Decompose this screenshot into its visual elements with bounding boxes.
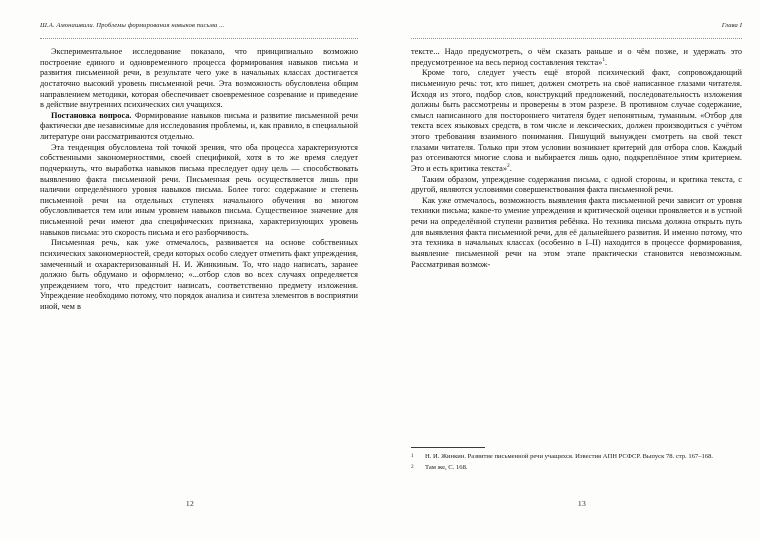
paragraph-text: Кроме того, следует учесть ещё второй психический факт, сопровождающий письменную речь: тот, кто пишет, должен смотреть на своё написанное глазами читателя. Исходя из этого, подбор слов, конструкций предложений, последовательность изложения должны быть рассмотрены и проверены в этом разрезе. В противном случае содержание, смысл написанного для постороннего читателя будет непонятным, туманным. «Отбор для текста всех языковых средств, в том числе и лексических, должен производиться с учётом этого требования взаимного понимания. Пишущий вынужден смотреть на свой текст глазами читателя. Только при этом условии возникнет критерий для отбора слов. Каждый раз отсеиваются многие слова и выбирается лишь одно, подкреплённое этим критерием. Это и есть критика текста» bbox=[411, 68, 742, 173]
footnote-text: Там же, С. 168. bbox=[425, 463, 468, 471]
header-dotted-rule bbox=[40, 38, 358, 39]
paragraph bbox=[40, 238, 358, 312]
paragraph bbox=[411, 68, 742, 174]
running-head-verso: Ш.А. Амонашвили. Проблемы формирования навыков письма ... bbox=[40, 22, 225, 29]
paragraph-lead-in: Постановка вопроса. bbox=[51, 110, 132, 120]
footnote-ref[interactable]: 2 bbox=[507, 163, 510, 170]
footnotes-block bbox=[411, 447, 742, 474]
header-dotted-rule bbox=[411, 38, 742, 39]
paragraph-text: Формирование навыков письма и развитие письменной речи фактически две независимые для исследования проблемы, и, как правило, в специальной литературе они рассматриваются отдельно. bbox=[40, 110, 358, 141]
paragraph bbox=[40, 47, 358, 111]
page-number-verso: 12 bbox=[185, 499, 195, 508]
paragraph-text: Эта тенденция обусловлена той точкой зрения, что оба процесса характеризуются собственными закономерностями, своей спецификой, хотя в то же время следует подчеркнуть, что выработка навыков письма преследует одну цель — способствовать выявлению факта письменной речи. Письменная речь осуществляется лишь при наличии определённого уровня навыков письма. Более того: содержание и степень письменной речи на отдельных ступенях начального обучения во многом обусловливается тем или иным уровнем навыков письма. Существенное значение для письменной речи имеют два специфических признака, характеризующих уровень навыков письма: это скорость письма и его разборчивость. bbox=[40, 142, 358, 237]
footnote-ref[interactable]: 1 bbox=[602, 56, 606, 63]
paragraph bbox=[411, 47, 742, 68]
paragraph-text: Таким образом, упреждение содержания письма, с одной стороны, и критика текста, с другой, являются условиями совершенствования факта письменной речи. bbox=[411, 174, 742, 195]
footnote-marker: 2 bbox=[411, 463, 414, 470]
text-column-recto bbox=[411, 47, 742, 270]
footnote-text: Н. И. Жинкин. Развитие письменной речи учащихся. Известия АПН РСФСР. Выпуск 78. стр. 167–168. bbox=[425, 453, 714, 460]
footnote-item bbox=[411, 453, 742, 462]
footnote-item bbox=[411, 464, 742, 473]
paragraph-text: Экспериментальное исследование показало, что принципиально возможно построение единого и одновременного процесса формирования навыков письма и развития письменной речи, в результате чего уже в начальных классах достигается достаточно высокий уровень письменной речи. Эта возможность обусловлена общим направлением методики, которая обеспечивает своевременное созревание и приведение в действие внутренних психических сил учащихся. bbox=[40, 47, 358, 110]
text-column-verso bbox=[40, 47, 358, 313]
paragraph-tail: . bbox=[605, 57, 608, 67]
paragraph bbox=[411, 175, 742, 196]
paragraph-text: Как уже отмечалось, возможность выявления факта письменной речи зависит от уровня техники письма; какое-то умение упреждения и критической оценки проявляется и в устной речи на определённой ступени развития ребёнка. Но техника письма должна открыть путь для выявления факта письменной речи, для её дальнейшего развития. И именно потому, что эта техника в начальных классах (особенно в I–II) находится в процессе формирования, выявление письменной речи на этом этапе практически становится невозможным. Рассматривая возмож- bbox=[411, 195, 742, 269]
footnote-separator-rule bbox=[411, 447, 485, 448]
page-number-recto: 13 bbox=[577, 499, 587, 508]
footnote-marker: 1 bbox=[411, 453, 414, 459]
paragraph-tail: . bbox=[509, 163, 512, 173]
paragraph bbox=[40, 143, 358, 239]
paragraph bbox=[411, 196, 742, 270]
paragraph-text: тексте... Надо предусмотреть, о чём сказать раньше и о чём позже, и удержать это предусмотренное на весь период составления текста» bbox=[411, 47, 742, 67]
paragraph bbox=[40, 111, 358, 143]
paragraph-text: Письменная речь, как уже отмечалось, развивается на основе собственных психических закономерностей, среди которых особо следует отметить факт упреждения, замеченный и охарактеризованный Н. И. Жинкиным. То, что надо написать, заранее должно быть обдумано и оформлено; «...отбор слов во всех случаях определяется упреждением того, что предстоит написать, соответственно предмету изложения. Упреждение необходимо потому, что порядок анализа и синтеза элементов в восприятии иной, чем в bbox=[40, 238, 358, 311]
running-head-recto: Глава I bbox=[721, 22, 742, 29]
page-recto bbox=[380, 0, 760, 540]
